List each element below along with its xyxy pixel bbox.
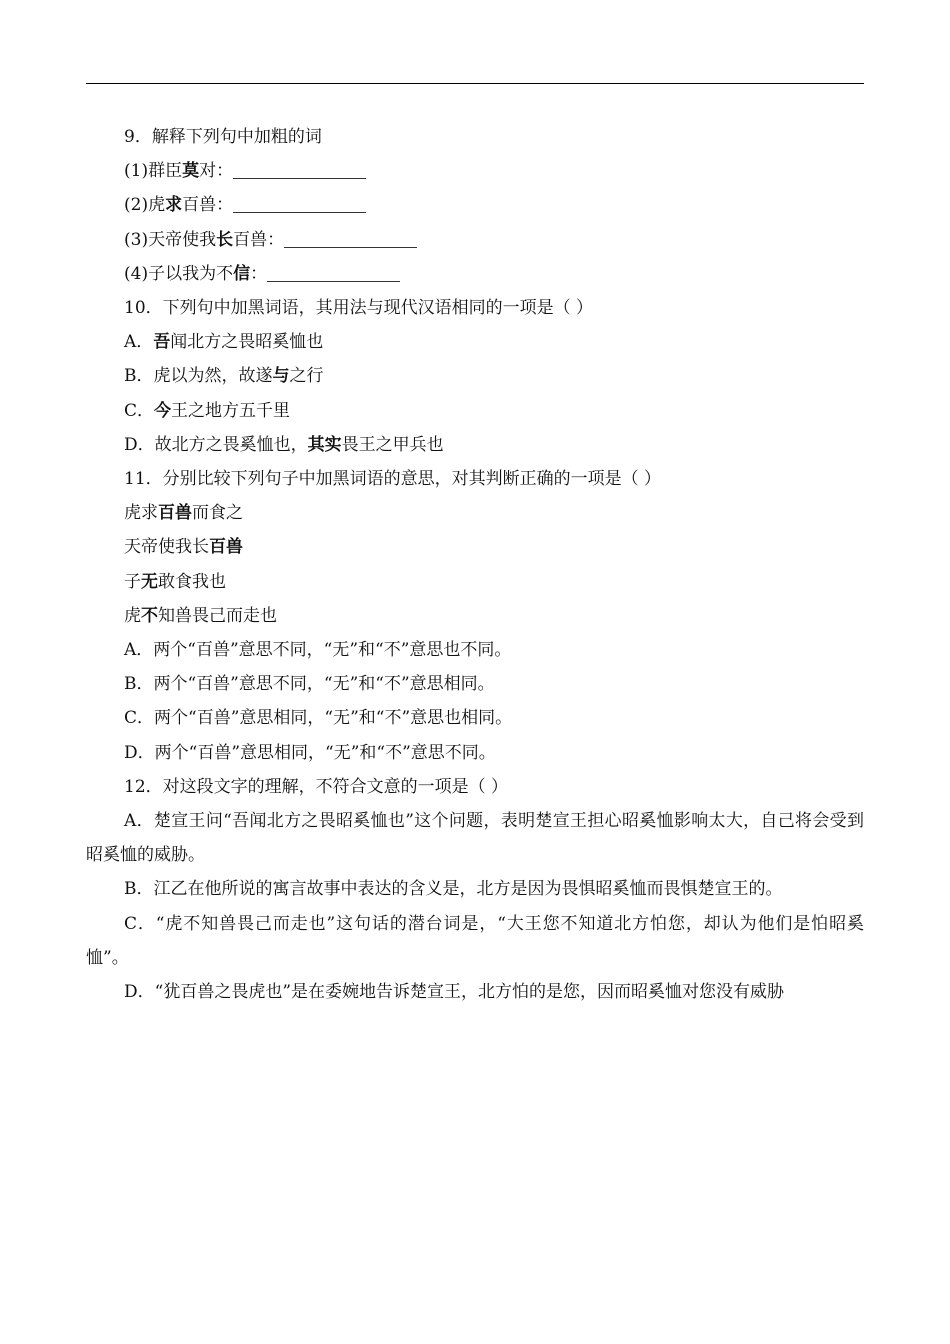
q9-item-4 xyxy=(86,257,864,291)
q11-sentence-1-bold: 百兽 xyxy=(158,503,192,524)
q11-option-c[interactable]: C．两个“百兽”意思相同，“无”和“不”意思也相同。 xyxy=(124,708,513,729)
q10-option-b-post: 之行 xyxy=(289,366,324,387)
q10-option-c-pre: C． xyxy=(124,400,155,421)
q11-sentence-3 xyxy=(86,565,864,599)
q10-option-d-pre: D．故北方之畏奚恤也， xyxy=(124,434,308,455)
answer-blank-1[interactable] xyxy=(233,160,366,179)
q9-item-2-bold: 求 xyxy=(165,195,183,216)
q10-option-a-post: 闻北方之畏昭奚恤也 xyxy=(170,332,324,353)
q12-option-b[interactable]: B．江乙在他所说的寓言故事中表达的含义是，北方是因为畏惧昭奚恤而畏惧楚宣王的。 xyxy=(124,879,783,900)
q10-option-c-post: 王之地方五千里 xyxy=(171,400,291,421)
q10-option-a-pre: A． xyxy=(124,332,154,353)
q11-sentence-4 xyxy=(86,599,864,633)
q12-option-c[interactable]: C．“虎不知兽畏己而走也”这句话的潜台词是，“大王您不知道北方怕您，却认为他们是怕昭奚恤”。 xyxy=(86,913,864,968)
q12-option-d[interactable]: D．“犹百兽之畏虎也”是在委婉地告诉楚宣王，北方怕的是您，因而昭奚恤对您没有威胁 xyxy=(124,982,785,1003)
q9-item-3-pre: (3)天帝使我 xyxy=(124,229,217,250)
q11-sentence-3-pre: 子 xyxy=(124,571,141,592)
q11-sentence-1-post: 而食之 xyxy=(192,503,243,524)
q9-item-1-pre: (1)群臣 xyxy=(124,161,183,182)
q9-item-2 xyxy=(86,188,864,222)
q10-option-d-post: 畏王之甲兵也 xyxy=(341,434,444,455)
q9-item-1 xyxy=(86,154,864,188)
q10-option-c-bold: 今 xyxy=(154,400,172,421)
q9-item-1-bold: 莫 xyxy=(182,161,200,182)
q11-sentence-3-bold: 无 xyxy=(141,571,158,592)
q10-option-a[interactable] xyxy=(86,325,864,359)
q9-item-2-pre: (2)虎 xyxy=(124,195,166,216)
q12-stem: 12．对这段文字的理解，不符合文意的一项是（ ） xyxy=(124,776,509,797)
q11-option-d[interactable]: D．两个“百兽”意思相同，“无”和“不”意思不同。 xyxy=(124,742,496,763)
q10-option-d[interactable] xyxy=(86,428,864,462)
q12-option-a[interactable]: A．楚宣王问“吾闻北方之畏昭奚恤也”这个问题，表明楚宣王担心昭奚恤影响太大，自己将会受到昭奚恤的威胁。 xyxy=(86,811,864,866)
q10-option-c[interactable] xyxy=(86,394,864,428)
q9-item-3 xyxy=(86,223,864,257)
q10-option-b[interactable] xyxy=(86,359,864,393)
q9-item-4-post: ： xyxy=(250,263,268,284)
q11-option-a[interactable]: A．两个“百兽”意思不同，“无”和“不”意思也不同。 xyxy=(124,640,512,661)
q9-item-4-pre: (4)子以我为不 xyxy=(124,263,234,284)
q10-option-b-bold: 与 xyxy=(272,366,290,387)
q9-item-4-bold: 信 xyxy=(233,263,251,284)
q10-stem: 10．下列句中加黑词语，其用法与现代汉语相同的一项是（ ） xyxy=(124,298,594,319)
answer-blank-2[interactable] xyxy=(233,194,366,213)
q11-sentence-4-pre: 虎 xyxy=(124,605,141,626)
q10-option-b-pre: B．虎以为然，故遂 xyxy=(124,366,273,387)
q9-item-1-post: 对： xyxy=(199,161,234,182)
q11-sentence-4-bold: 不 xyxy=(141,605,158,626)
q9-item-2-post: 百兽： xyxy=(182,195,234,216)
q11-option-b[interactable]: B．两个“百兽”意思不同，“无”和“不”意思相同。 xyxy=(124,674,495,695)
header-rule xyxy=(86,83,864,84)
q11-stem: 11．分别比较下列句子中加黑词语的意思，对其判断正确的一项是（ ） xyxy=(124,469,662,490)
q9-item-3-bold: 长 xyxy=(216,229,234,250)
q11-sentence-4-post: 知兽畏己而走也 xyxy=(158,605,277,626)
q11-sentence-3-post: 敢食我也 xyxy=(158,571,226,592)
q11-sentence-2 xyxy=(86,530,864,564)
exercise-document xyxy=(86,120,864,1009)
q10-option-d-bold: 其实 xyxy=(307,434,342,455)
q11-sentence-1-pre: 虎求 xyxy=(124,503,158,524)
q11-sentence-2-pre: 天帝使我长 xyxy=(124,537,209,558)
q9-item-3-post: 百兽： xyxy=(233,229,285,250)
q11-sentence-1 xyxy=(86,496,864,530)
q11-sentence-2-bold: 百兽 xyxy=(209,537,243,558)
answer-blank-3[interactable] xyxy=(284,229,417,248)
q10-option-a-bold: 吾 xyxy=(153,332,171,353)
q9-stem: 9．解释下列句中加粗的词 xyxy=(124,127,322,147)
answer-blank-4[interactable] xyxy=(267,263,400,282)
